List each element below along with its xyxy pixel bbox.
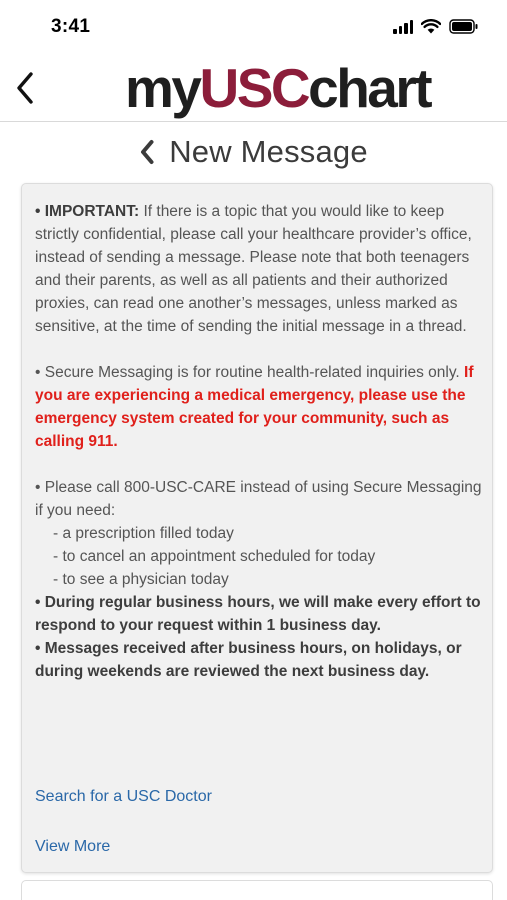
view-more-link[interactable]: View More bbox=[35, 838, 111, 855]
wifi-icon bbox=[421, 19, 441, 34]
notice-after-hours: • Messages received after business hours, on holidays, or during weekends are reviewed the next business day. bbox=[35, 640, 462, 680]
notice-call-item: - to cancel an appointment scheduled for today bbox=[53, 548, 376, 565]
status-bar bbox=[0, 0, 507, 54]
mychart-logo: myUSCchart bbox=[125, 57, 431, 119]
notice-business-hours: • During regular business hours, we will make every effort to respond to your request within 1 business day. bbox=[35, 594, 481, 634]
cellular-signal-icon bbox=[393, 20, 413, 34]
page-title: New Message bbox=[169, 134, 368, 169]
message-form-card bbox=[21, 880, 493, 900]
app-header bbox=[0, 54, 507, 122]
chevron-left-icon bbox=[15, 71, 35, 105]
notice-text bbox=[35, 200, 485, 683]
back-button[interactable] bbox=[8, 68, 42, 108]
page-title-row bbox=[0, 126, 507, 178]
search-doctor-link[interactable]: Search for a USC Doctor bbox=[35, 788, 212, 805]
notice-call-item: - a prescription filled today bbox=[53, 525, 234, 542]
notice-call: • Please call 800-USC-CARE instead of using Secure Messaging if you need: bbox=[35, 479, 482, 519]
status-time: 3:41 bbox=[51, 16, 91, 37]
emergency-warning: If you are experiencing a medical emergency, please use the emergency system created for your community, such as calling 911. bbox=[35, 364, 474, 450]
status-icons bbox=[393, 19, 479, 34]
battery-icon bbox=[449, 19, 479, 34]
notice-routine: • Secure Messaging is for routine health-related inquiries only. If you are experiencing a medical emergency, please use the emergency system created for your community, such as calling 911. bbox=[35, 364, 474, 450]
notice-call-item: - to see a physician today bbox=[53, 571, 229, 588]
messaging-notice-card bbox=[21, 183, 493, 873]
notice-important: • IMPORTANT: If there is a topic that you would like to keep strictly confidential, please call your healthcare provider’s office, instead of sending a message. Please note that both teenagers and their parents, as well as all patients and their authorized proxies, can read one another’s messages, unless marked as sensitive, at the time of sending the initial message in a thread. bbox=[35, 203, 472, 335]
chevron-left-icon[interactable] bbox=[139, 139, 155, 165]
